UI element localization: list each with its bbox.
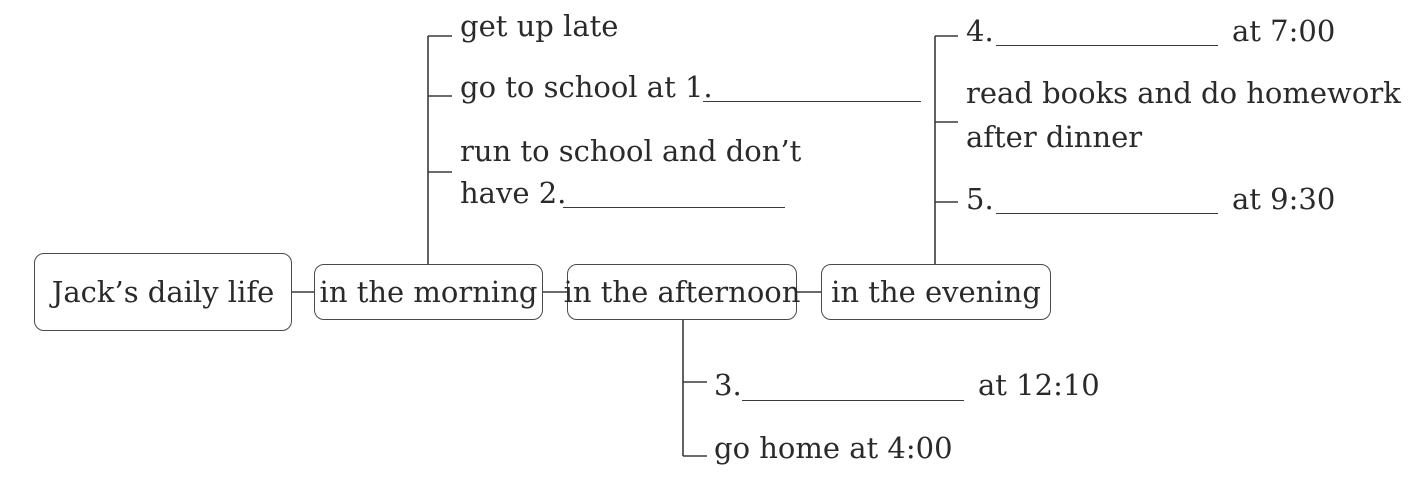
blank-5 bbox=[996, 213, 1218, 214]
afternoon-box bbox=[563, 264, 801, 320]
morning-item-3b: have 2. bbox=[460, 176, 567, 210]
morning-label: in the morning bbox=[319, 275, 538, 309]
blank-2 bbox=[563, 207, 785, 208]
morning-item-3a: run to school and don’t bbox=[460, 134, 802, 168]
afternoon-label: in the afternoon bbox=[563, 275, 801, 309]
afternoon-item-3-time: at 12:10 bbox=[978, 368, 1100, 402]
afternoon-item-home: go home at 4:00 bbox=[714, 431, 953, 465]
blank-1 bbox=[703, 101, 921, 102]
morning-box bbox=[314, 264, 543, 320]
evening-item-read-a: read books and do homework bbox=[966, 76, 1401, 110]
evening-item-5-time: at 9:30 bbox=[1232, 182, 1336, 216]
evening-item-read-b: after dinner bbox=[966, 120, 1143, 154]
afternoon-item-3-num: 3. bbox=[714, 368, 742, 402]
root-box bbox=[34, 253, 292, 331]
evening-item-5-num: 5. bbox=[966, 182, 994, 216]
morning-item-1: get up late bbox=[460, 9, 619, 43]
evening-label: in the evening bbox=[831, 275, 1041, 309]
evening-item-4-time: at 7:00 bbox=[1232, 14, 1336, 48]
blank-3 bbox=[742, 400, 964, 401]
blank-4 bbox=[996, 45, 1218, 46]
root-label: Jack’s daily life bbox=[51, 275, 275, 309]
evening-box bbox=[821, 264, 1051, 320]
morning-item-2: go to school at 1. bbox=[460, 70, 713, 104]
evening-item-4-num: 4. bbox=[966, 14, 994, 48]
